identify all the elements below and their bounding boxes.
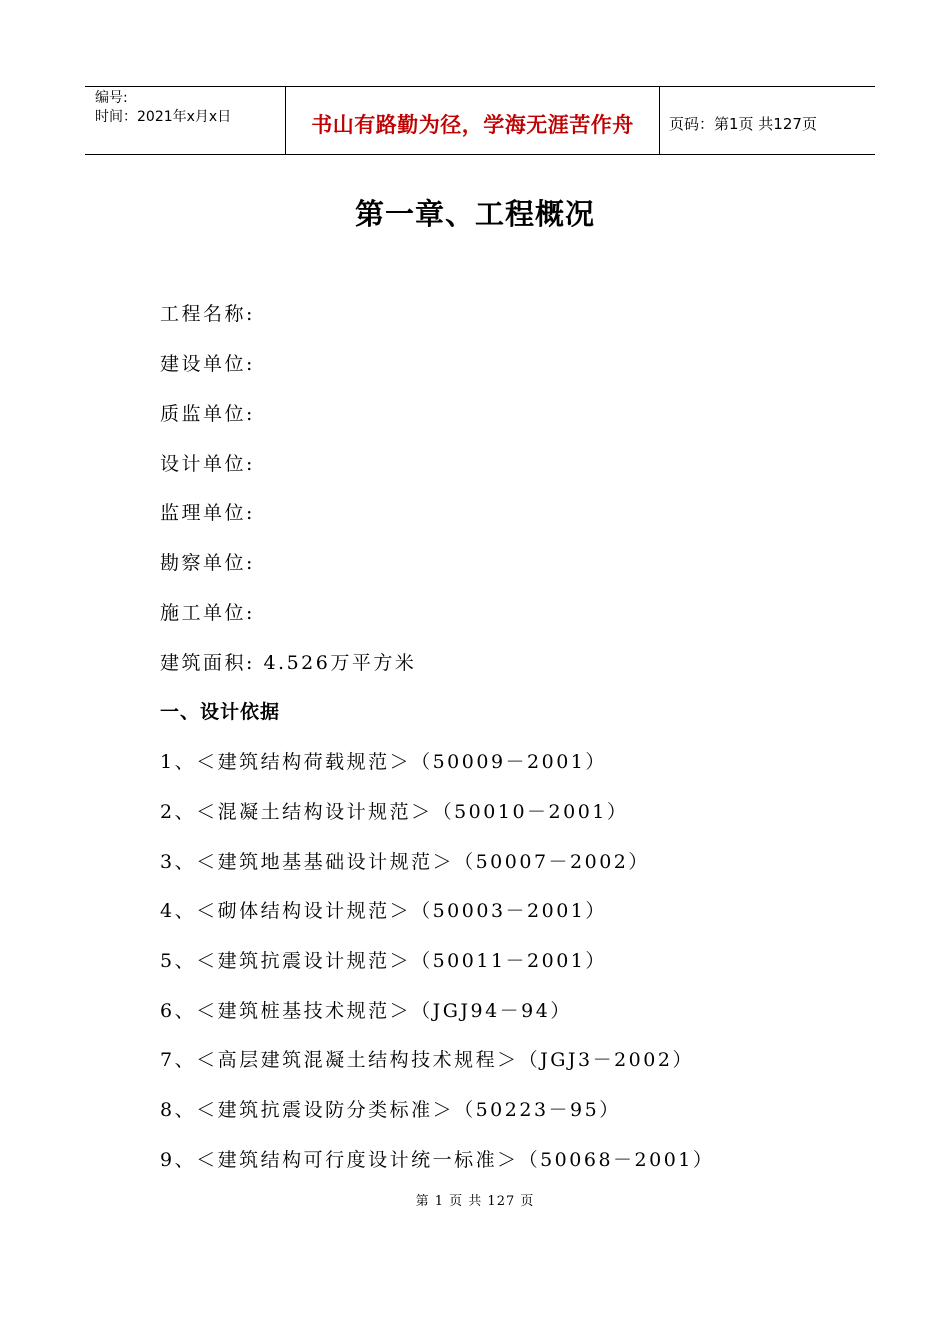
survey-unit-field: 勘察单位: <box>160 552 255 574</box>
header-page-info: 页码：第1页 共127页 <box>669 115 817 133</box>
basis-item: 3、＜建筑地基基础设计规范＞（50007－2002） <box>160 851 650 873</box>
basis-item: 7、＜高层建筑混凝土结构技术规程＞（JGJ3－2002） <box>160 1049 694 1071</box>
basis-item: 4、＜砌体结构设计规范＞（50003－2001） <box>160 900 607 922</box>
header-motto-cell <box>285 87 660 154</box>
basis-item: 6、＜建筑桩基技术规范＞（JGJ94－94） <box>160 1000 572 1022</box>
building-area-field: 建筑面积: 4.526万平方米 <box>160 652 417 674</box>
basis-item: 2、＜混凝土结构设计规范＞（50010－2001） <box>160 801 629 823</box>
section-heading-design-basis: 一、设计依据 <box>160 701 281 723</box>
header-motto: 书山有路勤为径，学海无涯苦作舟 <box>311 113 634 137</box>
quality-supervision-unit-field: 质监单位: <box>160 403 255 425</box>
header-page-cell <box>659 87 875 154</box>
project-name-field: 工程名称: <box>160 303 255 325</box>
design-unit-field: 设计单位: <box>160 453 255 475</box>
basis-item: 8、＜建筑抗震设防分类标准＞（50223－95） <box>160 1099 621 1121</box>
document-date-label: 时间：2021年x月x日 <box>95 109 232 125</box>
document-number-label: 编号: <box>95 90 128 106</box>
page-footer: 第 1 页 共 127 页 <box>415 1194 535 1209</box>
basis-item: 1、＜建筑结构荷载规范＞（50009－2001） <box>160 751 607 773</box>
chapter-title: 第一章、工程概况 <box>354 197 595 231</box>
supervision-unit-field: 监理单位: <box>160 502 255 524</box>
basis-item: 5、＜建筑抗震设计规范＞（50011－2001） <box>160 950 607 972</box>
contractor-unit-field: 施工单位: <box>160 602 255 624</box>
page-header-table <box>85 86 875 155</box>
construction-unit-field: 建设单位: <box>160 353 255 375</box>
header-meta-cell <box>85 87 285 154</box>
basis-item: 9、＜建筑结构可行度设计统一标准＞（50068－2001） <box>160 1149 715 1171</box>
